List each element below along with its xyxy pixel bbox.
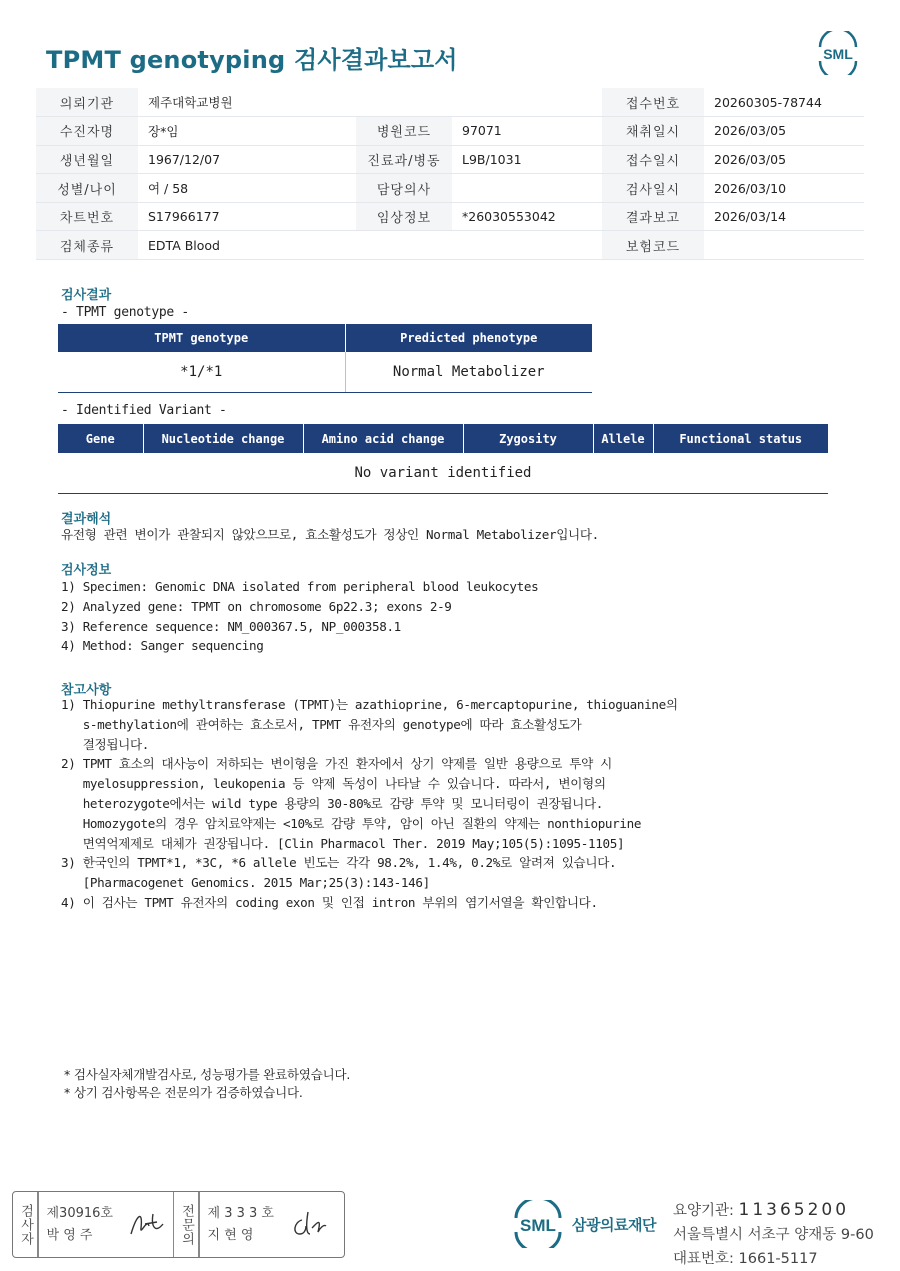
info-row: [36, 231, 864, 260]
patient-info-table: [36, 88, 864, 260]
reference-line: 결정됩니다.: [61, 736, 150, 752]
info-label: 접수일시: [602, 145, 704, 174]
reference-line: myelosuppression, leukopenia 등 약제 독성이 나타날 수 있습니다. 따라서, 변이형의: [61, 776, 606, 792]
info-value: L9B/1031: [452, 145, 602, 174]
variant-header-nucleotide: Nucleotide change: [143, 424, 303, 453]
info-label: 차트번호: [36, 202, 138, 231]
info-value: 2026/03/05: [704, 145, 864, 174]
note-line: * 상기 검사항목은 전문의가 검증하였습니다.: [64, 1085, 303, 1100]
info-label: 담당의사: [356, 174, 452, 203]
test-info-line: 3) Reference sequence: NM_000367.5, NP_000358.1: [61, 618, 401, 634]
references-heading: 참고사항: [61, 683, 112, 698]
info-label: 수진자명: [36, 117, 138, 146]
variant-header-amino: Amino acid change: [303, 424, 463, 453]
info-label: 보험코드: [602, 231, 704, 260]
phone-label: 대표번호:: [673, 1251, 734, 1267]
info-row: [36, 117, 864, 146]
genotype-subtitle: - TPMT genotype -: [61, 305, 189, 320]
variant-header-zygosity: Zygosity: [463, 424, 593, 453]
info-label: 생년월일: [36, 145, 138, 174]
doctor-label: 전문의: [179, 1203, 194, 1246]
tester-label: 검사자: [18, 1203, 33, 1246]
reference-line: 면역억제제로 대체가 권장됩니다. [Clin Pharmacol Ther. 2019 May;105(5):1095-1105]: [61, 835, 625, 851]
info-row: [36, 88, 864, 117]
signature-box: [12, 1191, 345, 1258]
test-info-heading: 검사정보: [61, 563, 112, 578]
sml-logo: [814, 31, 862, 75]
variant-header-gene: Gene: [58, 424, 143, 453]
tester-name: 박 영 주: [46, 1227, 93, 1243]
genotype-header: TPMT genotype: [58, 324, 345, 352]
interpretation-text: 유전형 관련 변이가 관찰되지 않았으므로, 효소활성도가 정상인 Normal Metabolizer입니다.: [61, 527, 599, 542]
tester-info: [39, 1192, 127, 1257]
reference-line: Homozygote의 경우 암치료약제는 <10%로 감량 투약, 암이 아닌 질환의 약제는 nonthiopurine: [61, 815, 642, 831]
tester-signature: [127, 1204, 167, 1244]
reference-line: [Pharmacogenet Genomics. 2015 Mar;25(3):143-146]: [61, 875, 430, 891]
test-info-list: [61, 577, 538, 656]
doctor-number: 제 3 3 3 호: [207, 1205, 274, 1221]
info-label: [356, 231, 452, 260]
institution-code-label: 요양기관:: [673, 1203, 734, 1219]
genotype-table: [58, 324, 592, 393]
info-value: *26030553042: [452, 202, 602, 231]
footer-logo: [510, 1200, 656, 1248]
info-value: [452, 231, 602, 260]
info-value: EDTA Blood: [138, 231, 356, 260]
info-row: [36, 174, 864, 203]
institution-code: 11365200: [738, 1200, 850, 1220]
phenotype-header: Predicted phenotype: [345, 324, 592, 352]
reference-line: s-methylation에 관여하는 효소로서, TPMT 유전자의 genotype에 따라 효소활성도가: [61, 716, 582, 732]
info-label: 진료과/병동: [356, 145, 452, 174]
notes: [64, 1066, 350, 1102]
tester-number: 제30916호: [46, 1205, 113, 1221]
info-value: [452, 88, 602, 117]
doctor-info: [200, 1192, 288, 1257]
report-title: TPMT genotyping 검사결과보고서: [46, 46, 458, 74]
phenotype-value: Normal Metabolizer: [345, 352, 592, 392]
phone-number: 1661-5117: [738, 1251, 818, 1267]
doctor-signature: [288, 1204, 328, 1244]
test-info-line: 1) Specimen: Genomic DNA isolated from peripheral blood leukocytes: [61, 579, 539, 594]
test-info-line: 2) Analyzed gene: TPMT on chromosome 6p22.3; exons 2-9: [61, 598, 452, 614]
footer-contact: [673, 1198, 874, 1271]
no-variant-text: No variant identified: [58, 453, 828, 493]
reference-line: heterozygote에서는 wild type 용량의 30-80%로 감량 투약 및 모니터링이 권장됩니다.: [61, 795, 603, 811]
info-value: 제주대학교병원: [138, 88, 356, 117]
info-label: 성별/나이: [36, 174, 138, 203]
info-label: 검체종류: [36, 231, 138, 260]
info-label: 접수번호: [602, 88, 704, 117]
info-label: 병원코드: [356, 117, 452, 146]
info-label: 채취일시: [602, 117, 704, 146]
variant-header-allele: Allele: [593, 424, 653, 453]
info-value: [704, 231, 864, 260]
reference-line: 1) Thiopurine methyltransferase (TPMT)는 azathioprine, 6-mercaptopurine, thioguanine의: [61, 697, 678, 712]
info-value: S17966177: [138, 202, 356, 231]
reference-line: 3) 한국인의 TPMT*1, *3C, *6 allele 빈도는 각각 98.2%, 1.4%, 0.2%로 알려져 있습니다.: [61, 855, 617, 871]
info-value: 1967/12/07: [138, 145, 356, 174]
results-heading: 검사결과: [61, 288, 112, 303]
note-line: * 검사실자체개발검사로, 성능평가를 완료하였습니다.: [64, 1067, 351, 1082]
variant-subtitle: - Identified Variant -: [61, 403, 227, 418]
sml-logo-text: SML: [823, 46, 853, 62]
info-label: 의뢰기관: [36, 88, 138, 117]
reference-line: 4) 이 검사는 TPMT 유전자의 coding exon 및 인접 intron 부위의 염기서열을 확인합니다.: [61, 894, 598, 910]
address: 서울특별시 서초구 양재동 9-60: [673, 1227, 874, 1243]
info-label: 임상정보: [356, 202, 452, 231]
variant-table: [58, 424, 828, 494]
interpretation-heading: 결과해석: [61, 512, 112, 527]
info-value: 2026/03/10: [704, 174, 864, 203]
info-value: 여 / 58: [138, 174, 356, 203]
info-value: 2026/03/05: [704, 117, 864, 146]
info-value: 2026/03/14: [704, 202, 864, 231]
info-label: 결과보고: [602, 202, 704, 231]
info-value: [452, 174, 602, 203]
info-row: [36, 145, 864, 174]
test-info-line: 4) Method: Sanger sequencing: [61, 638, 264, 654]
reference-line: 2) TPMT 효소의 대사능이 저하되는 변이형을 가진 환자에서 상기 약제를 일반 용량으로 투약 시: [61, 756, 612, 772]
info-value: 20260305-78744: [704, 88, 864, 117]
sml-logo-text: SML: [520, 1216, 556, 1235]
doctor-name: 지 현 영: [207, 1227, 254, 1243]
genotype-value: *1/*1: [58, 352, 345, 392]
info-value: 장*임: [138, 117, 356, 146]
info-label: 검사일시: [602, 174, 704, 203]
sml-logo-icon: [510, 1200, 566, 1248]
org-name: 삼광의료재단: [572, 1215, 656, 1234]
references-list: [61, 695, 678, 913]
info-label: [356, 88, 452, 117]
info-value: 97071: [452, 117, 602, 146]
info-row: [36, 202, 864, 231]
variant-header-functional: Functional status: [653, 424, 828, 453]
